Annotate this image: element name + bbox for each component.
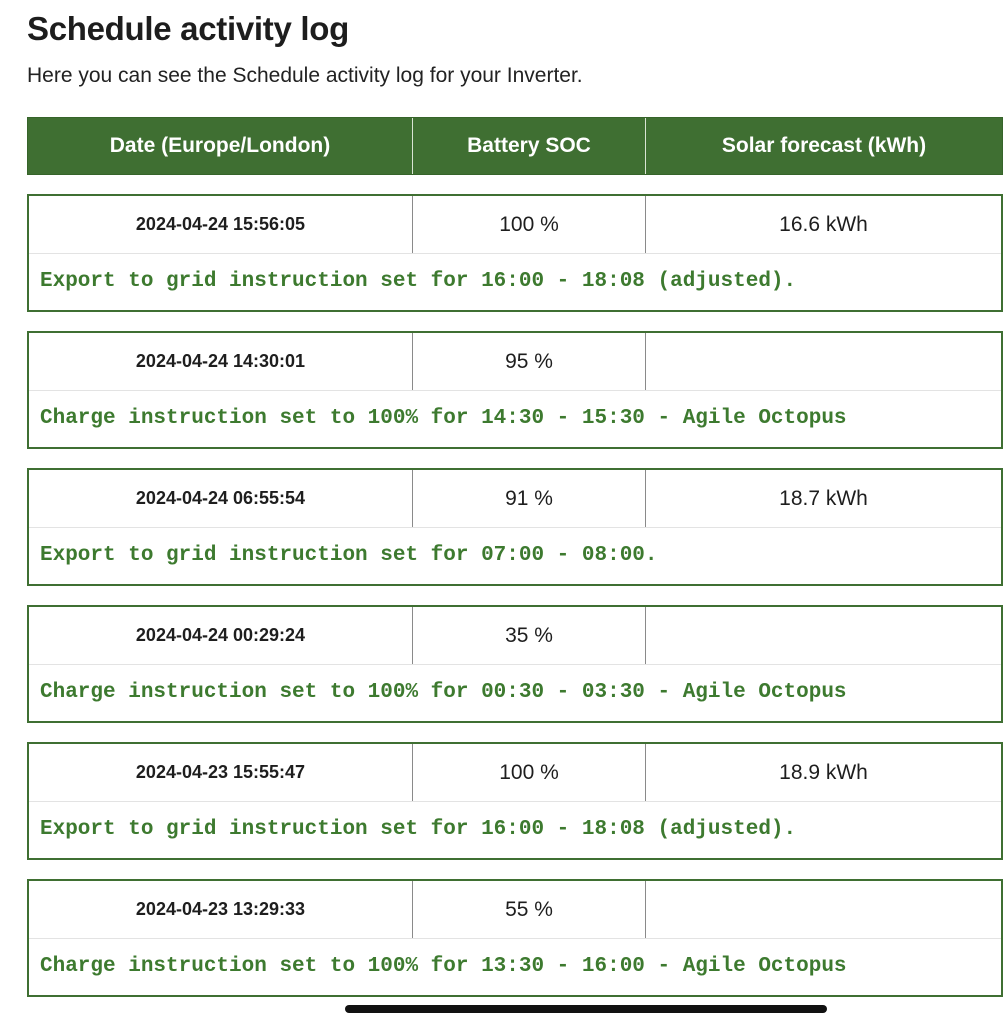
log-entry-values [29, 196, 1001, 254]
log-entry-values [29, 744, 1001, 802]
entry-date: 2024-04-24 06:55:54 [135, 488, 306, 508]
entry-message: Export to grid instruction set for 07:00 - 08:00. [40, 544, 658, 567]
entry-date: 2024-04-24 00:29:24 [135, 625, 306, 645]
entry-message: Charge instruction set to 100% for 14:30 - 15:30 - Agile Octopus [40, 407, 847, 430]
entry-message: Export to grid instruction set for 16:00 - 18:08 (adjusted). [40, 270, 797, 293]
log-entry [27, 331, 1003, 449]
entry-date: 2024-04-23 15:55:47 [135, 762, 306, 782]
home-indicator[interactable] [345, 1005, 827, 1013]
entry-message: Charge instruction set to 100% for 13:30 - 16:00 - Agile Octopus [40, 955, 847, 978]
log-entry [27, 605, 1003, 723]
entry-battery-soc: 91 % [412, 470, 645, 527]
entry-battery-soc: 35 % [412, 607, 645, 664]
page-description: Here you can see the Schedule activity log for your Inverter. [27, 64, 583, 87]
entry-battery-soc: 100 % [412, 196, 645, 253]
entry-battery-soc: 55 % [412, 881, 645, 938]
header-date: Date (Europe/London) [109, 134, 331, 157]
log-entry [27, 194, 1003, 312]
entry-message: Charge instruction set to 100% for 00:30 - 03:30 - Agile Octopus [40, 681, 847, 704]
page-title: Schedule activity log [27, 10, 349, 47]
log-entry [27, 468, 1003, 586]
entry-date: 2024-04-24 15:56:05 [135, 214, 306, 234]
log-entry-values [29, 470, 1001, 528]
log-entry-values [29, 607, 1001, 665]
activity-log-list [27, 194, 1003, 1016]
entry-solar-forecast: 18.9 kWh [645, 744, 1001, 801]
entry-battery-soc: 100 % [412, 744, 645, 801]
header-battery-soc: Battery SOC [412, 118, 645, 174]
entry-date: 2024-04-23 13:29:33 [135, 899, 306, 919]
entry-solar-forecast: 16.6 kWh [645, 196, 1001, 253]
entry-solar-forecast [645, 881, 1001, 938]
entry-solar-forecast [645, 333, 1001, 390]
log-entry [27, 879, 1003, 997]
entry-date: 2024-04-24 14:30:01 [135, 351, 306, 371]
log-entry-values [29, 333, 1001, 391]
entry-battery-soc: 95 % [412, 333, 645, 390]
table-header [27, 117, 1003, 175]
header-solar-forecast: Solar forecast (kWh) [645, 118, 1002, 174]
log-entry-values [29, 881, 1001, 939]
log-entry [27, 742, 1003, 860]
entry-solar-forecast [645, 607, 1001, 664]
entry-message: Export to grid instruction set for 16:00 - 18:08 (adjusted). [40, 818, 797, 841]
entry-solar-forecast: 18.7 kWh [645, 470, 1001, 527]
